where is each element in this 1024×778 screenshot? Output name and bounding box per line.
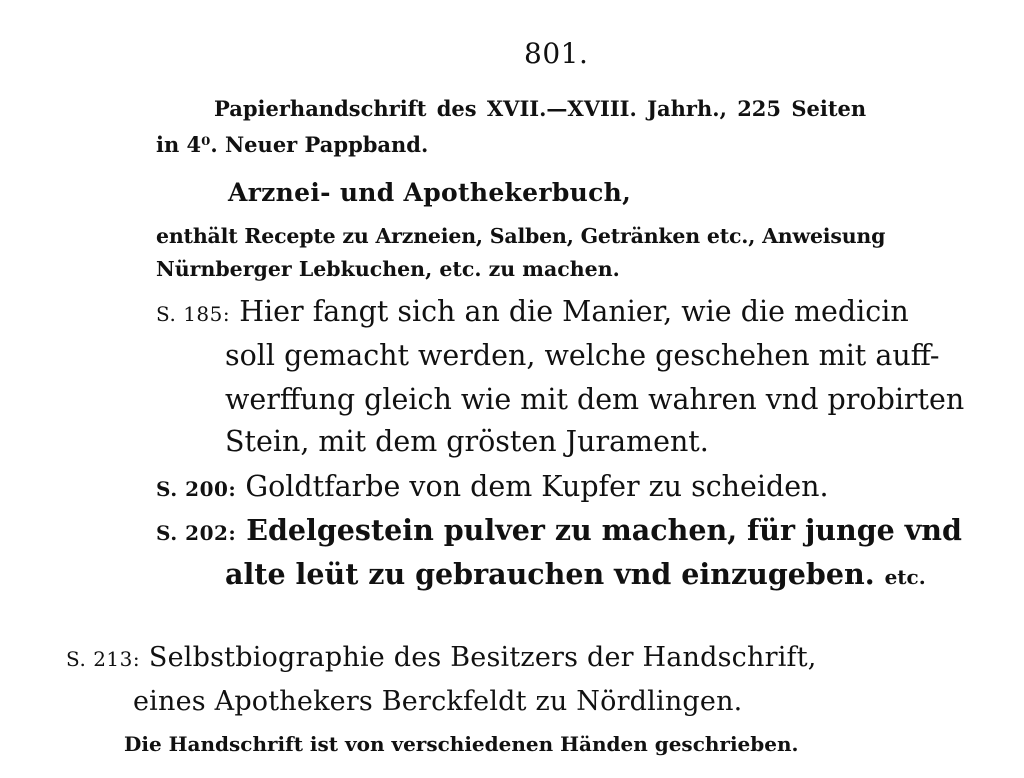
entry-200-text-1: Goldtfarbe von dem Kupfer zu scheiden. xyxy=(245,470,829,503)
entry-185-line-2: soll gemacht werden, welche geschehen mit auff- xyxy=(225,339,940,372)
entry-202-line-1 xyxy=(156,513,962,547)
entry-202-text-2: alte leüt zu gebrauchen vnd einzugeben. xyxy=(225,557,875,591)
entry-200-line-1 xyxy=(156,470,829,503)
biography-text-1: Selbstbiographie des Besitzers der Handschrift, xyxy=(148,642,817,673)
entry-200-ref: S. 200: xyxy=(156,477,237,501)
subtitle-line-1: enthält Recepte zu Arzneien, Salben, Getränken etc., Anweisung xyxy=(156,224,886,248)
entry-185-line-4: Stein, mit dem grösten Jurament. xyxy=(225,425,709,458)
entry-185-line-1 xyxy=(156,295,909,328)
entry-185-text-1: Hier fangt sich an die Manier, wie die medicin xyxy=(239,295,909,328)
entry-202-line-2 xyxy=(225,557,926,591)
entry-202-suffix: etc. xyxy=(884,565,926,589)
biography-ref: S. 213: xyxy=(66,647,141,671)
handwriting-note: Die Handschrift ist von verschiedenen Händen geschrieben. xyxy=(124,732,799,756)
subtitle-line-2: Nürnberger Lebkuchen, etc. zu machen. xyxy=(156,257,620,281)
entry-number: 801. xyxy=(524,37,589,70)
biography-line-1 xyxy=(66,644,817,671)
description-line-1: Papierhandschrift des XVII.—XVIII. Jahrh., 225 Seiten xyxy=(214,96,867,121)
description-line-2: in 4⁰. Neuer Pappband. xyxy=(156,132,429,157)
entry-185-line-3: werffung gleich wie mit dem wahren vnd probirten xyxy=(225,383,965,416)
biography-line-2: eines Apothekers Berckfeldt zu Nördlingen. xyxy=(133,686,743,717)
entry-185-ref: S. 185: xyxy=(156,302,231,326)
entry-202-text-1: Edelgestein pulver zu machen, für junge vnd xyxy=(246,513,962,547)
entry-202-ref: S. 202: xyxy=(156,521,237,545)
book-title: Arznei- und Apothekerbuch, xyxy=(228,178,632,207)
